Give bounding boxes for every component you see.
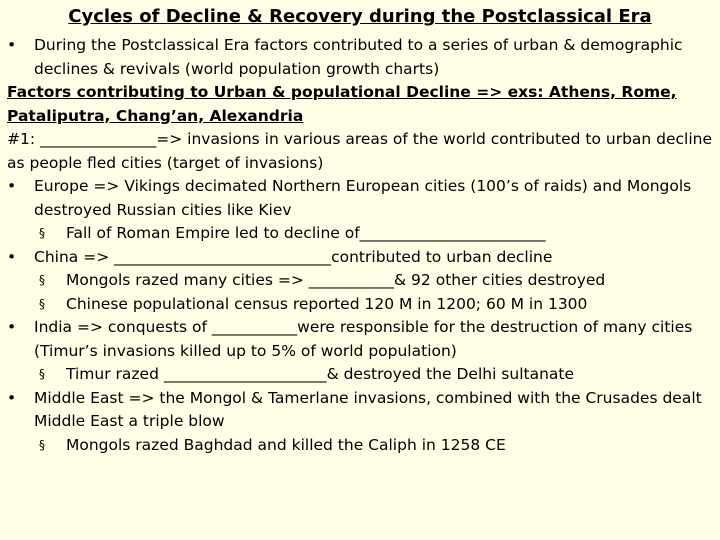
bullet-icon: • [7,247,17,266]
bullet-icon: • [7,318,17,336]
bullet-intro [7,34,713,81]
sub-bullet-europe-1 [7,222,713,246]
sub-bullet-middle-east-1-text: Mongols razed Baghdad and killed the Caliph in 1258 CE [66,435,506,454]
square-bullet-icon: § [39,273,45,287]
item-1: #1: _______________=> invasions in various areas of the world contributed to urban decline as people fled cities (target of invasions) [7,130,713,172]
sub-bullet-china-1 [7,269,713,293]
sub-bullet-india-1-text: Timur razed _____________________& destroyed the Delhi sultanate [66,365,575,383]
square-bullet-icon: § [39,296,45,311]
bullet-india-text: India => conquests of ___________were responsible for the destruction of many cities (Timur’s invasions killed up to 5% of world population) [34,318,693,360]
bullet-china-text: China => ____________________________contributed to urban decline [34,247,553,266]
bullet-intro-text: During the Postclassical Era factors contributed to a series of urban & demographic declines & revivals (world population growth charts) [34,36,683,78]
slide-body [7,34,713,457]
bullet-middle-east-text: Middle East => the Mongol & Tamerlane invasions, combined with the Crusades dealt Middle East a triple blow [34,388,702,430]
bullet-icon: • [7,388,17,407]
bullet-india [7,316,713,363]
bullet-china [7,246,713,270]
factors-heading: Factors contributing to Urban & populational Decline => exs: Athens, Rome, Pataliputra, Chang’an, Alexandria [7,83,677,125]
square-bullet-icon: § [39,226,45,240]
bullet-middle-east [7,387,713,434]
sub-bullet-china-1-text: Mongols razed many cities => ___________& 92 other cities destroyed [66,271,606,289]
slide-title: Cycles of Decline & Recovery during the Postclassical Era [68,6,652,27]
sub-bullet-europe-1-text: Fall of Roman Empire led to decline of________________________ [66,224,546,242]
bullet-icon: • [7,36,17,54]
sub-bullet-china-2 [7,293,713,317]
sub-bullet-china-2-text: Chinese populational census reported 120 M in 1200; 60 M in 1300 [66,294,588,313]
square-bullet-icon: § [39,367,45,381]
sub-bullet-middle-east-1 [7,434,713,458]
bullet-icon: • [7,177,17,195]
square-bullet-icon: § [39,437,45,452]
bullet-europe [7,175,713,222]
bullet-europe-text: Europe => Vikings decimated Northern European cities (100’s of raids) and Mongols destroyed Russian cities like Kiev [34,177,692,219]
sub-bullet-india-1 [7,363,713,387]
